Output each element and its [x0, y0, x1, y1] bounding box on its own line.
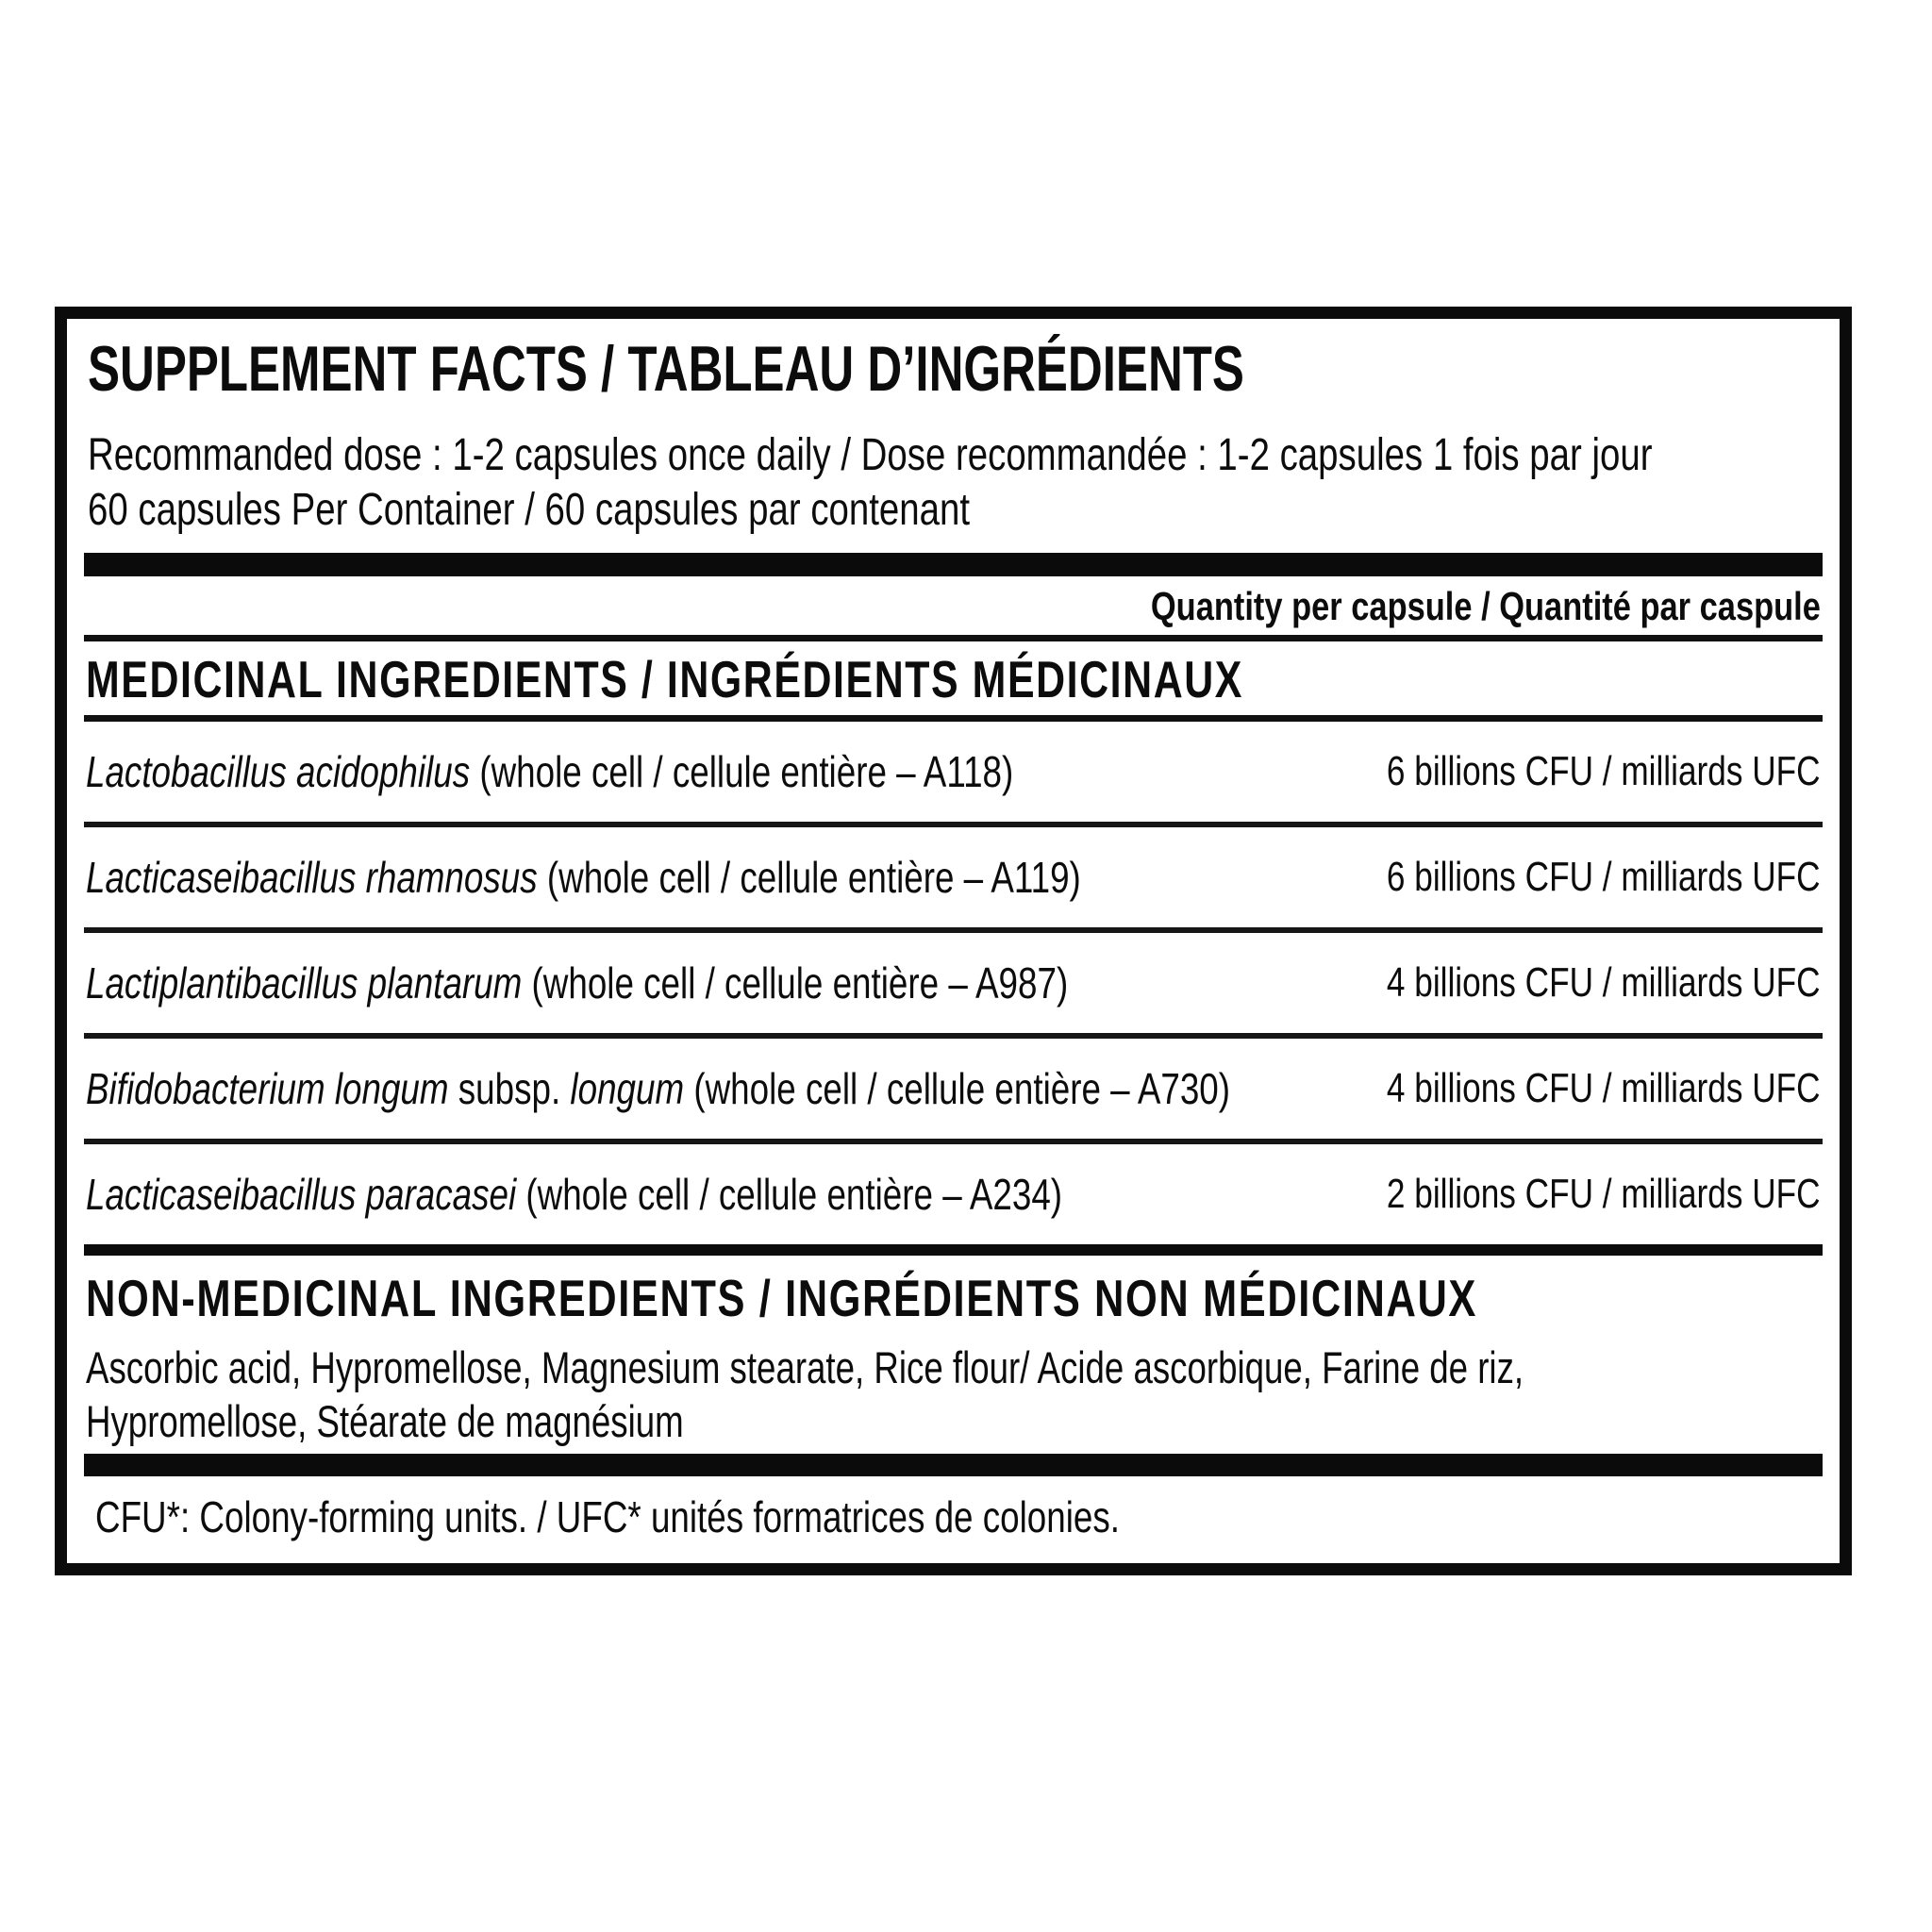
ingredient-row — [84, 1144, 1823, 1244]
ingredient-quantity: 6 billions CFU / milliards UFC — [1387, 748, 1821, 794]
dose-line-2: 60 capsules Per Container / 60 capsules par contenant — [88, 485, 970, 535]
medicinal-heading: MEDICINAL INGREDIENTS / INGRÉDIENTS MÉDICINAUX — [86, 650, 1243, 708]
rule-above-non-medicinal — [84, 1244, 1823, 1256]
ingredient-name: Lacticaseibacillus rhamnosus (whole cell / cellule entière – A119) — [86, 853, 1081, 902]
ingredient-row — [84, 827, 1823, 927]
non-medicinal-heading: NON-MEDICINAL INGREDIENTS / INGRÉDIENTS NON MÉDICINAUX — [86, 1269, 1477, 1327]
divider-bar-top — [84, 553, 1823, 576]
ingredient-row — [84, 722, 1823, 822]
ingredient-quantity: 4 billions CFU / milliards UFC — [1387, 959, 1821, 1006]
ingredient-name: Lactobacillus acidophilus (whole cell / cellule entière – A118) — [86, 747, 1014, 796]
non-medicinal-ingredients — [86, 1341, 1823, 1448]
non-medicinal-line-1: Ascorbic acid, Hypromellose, Magnesium stearate, Rice flour/ Acide ascorbique, Farine de riz, — [86, 1342, 1524, 1392]
ingredient-quantity: 4 billions CFU / milliards UFC — [1387, 1065, 1821, 1111]
ingredient-quantity: 2 billions CFU / milliards UFC — [1387, 1171, 1821, 1217]
cfu-footnote: CFU*: Colony-forming units. / UFC* unités formatrices de colonies. — [95, 1492, 1120, 1541]
dose-line-1: Recommanded dose : 1-2 capsules once daily / Dose recommandée : 1-2 capsules 1 fois par jour — [88, 430, 1653, 480]
ingredient-name: Lactiplantibacillus plantarum (whole cell / cellule entière – A987) — [86, 958, 1069, 1008]
label-title — [88, 334, 1823, 404]
ingredient-row — [84, 933, 1823, 1033]
quantity-header: Quantity per capsule / Quantité par caspule — [1150, 584, 1821, 628]
ingredient-name: Bifidobacterium longum subsp. longum (whole cell / cellule entière – A730) — [86, 1064, 1231, 1113]
non-medicinal-line-2: Hypromellose, Stéarate de magnésium — [86, 1396, 684, 1446]
ingredient-name: Lacticaseibacillus paracasei (whole cell / cellule entière – A234) — [86, 1170, 1063, 1219]
label-title-text: SUPPLEMENT FACTS / TABLEAU D’INGRÉDIENTS — [88, 333, 1244, 405]
rule-under-quantity — [84, 635, 1823, 641]
rule-under-medicinal-heading — [84, 715, 1823, 722]
ingredient-quantity: 6 billions CFU / milliards UFC — [1387, 854, 1821, 900]
supplement-label — [55, 307, 1852, 1575]
dose-info — [88, 428, 1823, 538]
divider-bar-bottom — [84, 1454, 1823, 1476]
ingredient-row — [84, 1039, 1823, 1139]
